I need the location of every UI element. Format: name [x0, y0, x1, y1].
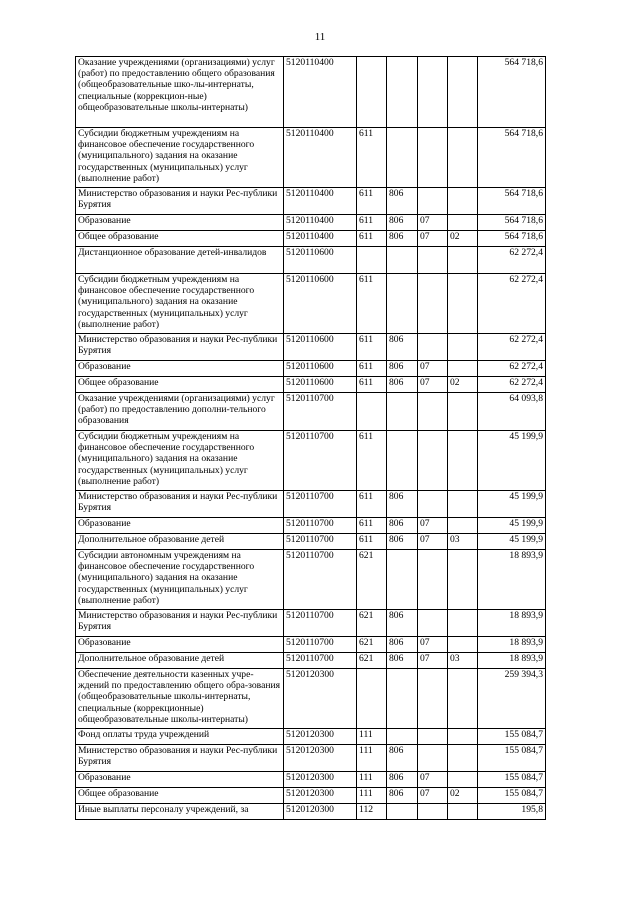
row-amount-cell: 155 084,7 [478, 772, 546, 788]
row-amount-cell: 18 893,9 [478, 610, 546, 637]
row-name-cell: Обеспечение деятельности казенных учре-ждений по предоставлению общего обра-зования (общеобразовательные школы-интернаты, специальные (коррекционные) общеобразовательные школы-интернаты) [76, 669, 284, 729]
row-amount-cell: 155 084,7 [478, 745, 546, 772]
row-section-cell: 07 [418, 637, 448, 653]
row-expense-type-cell: 611 [357, 431, 387, 491]
row-subsection-cell [448, 393, 478, 431]
row-code-cell: 5120110600 [284, 361, 357, 377]
table-row [76, 745, 546, 772]
table-row [76, 361, 546, 377]
row-code-cell: 5120110600 [284, 377, 357, 393]
row-code-cell: 5120110400 [284, 215, 357, 231]
row-name-cell: Образование [76, 637, 284, 653]
row-section-cell [418, 188, 448, 215]
table-row [76, 274, 546, 334]
table-row [76, 334, 546, 361]
row-code-cell: 5120110700 [284, 393, 357, 431]
row-code-cell: 5120110600 [284, 334, 357, 361]
row-subsection-cell [448, 745, 478, 772]
row-subsection-cell: 02 [448, 377, 478, 393]
row-department-cell [387, 274, 418, 334]
row-code-cell: 5120110700 [284, 491, 357, 518]
row-expense-type-cell: 611 [357, 361, 387, 377]
row-section-cell [418, 610, 448, 637]
row-amount-cell: 45 199,9 [478, 491, 546, 518]
row-subsection-cell [448, 57, 478, 128]
row-expense-type-cell: 621 [357, 637, 387, 653]
table-row [76, 669, 546, 729]
row-subsection-cell [448, 128, 478, 188]
row-subsection-cell [448, 491, 478, 518]
table-row [76, 393, 546, 431]
table-row [76, 57, 546, 128]
row-name-cell: Образование [76, 215, 284, 231]
row-department-cell: 806 [387, 534, 418, 550]
row-name-cell: Общее образование [76, 231, 284, 247]
table-row [76, 491, 546, 518]
row-department-cell [387, 550, 418, 610]
row-code-cell: 5120110400 [284, 188, 357, 215]
row-expense-type-cell: 611 [357, 518, 387, 534]
row-amount-cell: 62 272,4 [478, 334, 546, 361]
row-subsection-cell [448, 729, 478, 745]
row-amount-cell: 564 718,6 [478, 57, 546, 128]
row-code-cell: 5120110700 [284, 431, 357, 491]
row-expense-type-cell: 611 [357, 491, 387, 518]
row-expense-type-cell: 611 [357, 215, 387, 231]
row-code-cell: 5120110400 [284, 128, 357, 188]
row-section-cell: 07 [418, 534, 448, 550]
row-expense-type-cell: 621 [357, 610, 387, 637]
row-name-cell: Министерство образования и науки Рес-публики Бурятия [76, 334, 284, 361]
row-name-cell: Министерство образования и науки Рес-публики Бурятия [76, 610, 284, 637]
row-amount-cell: 62 272,4 [478, 247, 546, 274]
table-row [76, 729, 546, 745]
row-section-cell: 07 [418, 772, 448, 788]
row-amount-cell: 45 199,9 [478, 431, 546, 491]
row-department-cell [387, 729, 418, 745]
row-code-cell: 5120120300 [284, 745, 357, 772]
row-name-cell: Дистанционное образование детей-инвалидов [76, 247, 284, 274]
row-subsection-cell [448, 274, 478, 334]
row-name-cell: Общее образование [76, 788, 284, 804]
row-section-cell [418, 57, 448, 128]
table-row [76, 377, 546, 393]
row-expense-type-cell: 611 [357, 128, 387, 188]
table-row [76, 215, 546, 231]
row-subsection-cell [448, 518, 478, 534]
row-department-cell: 806 [387, 518, 418, 534]
table-row [76, 188, 546, 215]
row-section-cell [418, 729, 448, 745]
row-subsection-cell [448, 669, 478, 729]
row-section-cell: 07 [418, 653, 448, 669]
table-row [76, 518, 546, 534]
row-subsection-cell [448, 610, 478, 637]
row-code-cell: 5120120300 [284, 804, 357, 820]
table-row [76, 128, 546, 188]
row-section-cell [418, 804, 448, 820]
row-code-cell: 5120110700 [284, 518, 357, 534]
row-expense-type-cell: 621 [357, 550, 387, 610]
row-expense-type-cell [357, 393, 387, 431]
row-amount-cell: 259 394,3 [478, 669, 546, 729]
row-expense-type-cell: 111 [357, 772, 387, 788]
row-expense-type-cell: 111 [357, 788, 387, 804]
table-row [76, 431, 546, 491]
row-code-cell: 5120110400 [284, 57, 357, 128]
row-amount-cell: 45 199,9 [478, 518, 546, 534]
row-expense-type-cell: 611 [357, 231, 387, 247]
row-subsection-cell [448, 637, 478, 653]
row-department-cell: 806 [387, 788, 418, 804]
row-name-cell: Субсидии бюджетным учреждениям на финансовое обеспечение государственного (муниципального) задания на оказание государственных (муниципальных) услуг (выполнение работ) [76, 128, 284, 188]
table-row [76, 804, 546, 820]
row-amount-cell: 155 084,7 [478, 788, 546, 804]
row-code-cell: 5120120300 [284, 729, 357, 745]
row-department-cell: 806 [387, 215, 418, 231]
row-code-cell: 5120110700 [284, 534, 357, 550]
row-expense-type-cell: 111 [357, 745, 387, 772]
row-expense-type-cell [357, 247, 387, 274]
row-code-cell: 5120110400 [284, 231, 357, 247]
row-expense-type-cell: 112 [357, 804, 387, 820]
row-department-cell: 806 [387, 334, 418, 361]
table-row [76, 247, 546, 274]
row-department-cell [387, 393, 418, 431]
table-row [76, 772, 546, 788]
row-subsection-cell [448, 361, 478, 377]
row-expense-type-cell: 111 [357, 729, 387, 745]
row-expense-type-cell: 611 [357, 534, 387, 550]
row-name-cell: Министерство образования и науки Рес-публики Бурятия [76, 491, 284, 518]
row-expense-type-cell [357, 669, 387, 729]
row-subsection-cell [448, 804, 478, 820]
row-department-cell: 806 [387, 610, 418, 637]
table-row [76, 534, 546, 550]
row-name-cell: Оказание учреждениями (организациями) услуг (работ) по предоставлению общего образования (общеобразовательные шко-лы-интернаты, специальные (коррекцион-ные) общеобразовательные школы-интернаты) [76, 57, 284, 128]
table-row [76, 637, 546, 653]
row-name-cell: Общее образование [76, 377, 284, 393]
row-department-cell: 806 [387, 231, 418, 247]
row-section-cell: 07 [418, 788, 448, 804]
row-amount-cell: 64 093,8 [478, 393, 546, 431]
row-department-cell [387, 669, 418, 729]
row-name-cell: Фонд оплаты труда учреждений [76, 729, 284, 745]
row-name-cell: Образование [76, 518, 284, 534]
row-section-cell [418, 393, 448, 431]
row-department-cell: 806 [387, 745, 418, 772]
row-name-cell: Дополнительное образование детей [76, 653, 284, 669]
row-name-cell: Министерство образования и науки Рес-публики Бурятия [76, 188, 284, 215]
row-name-cell: Дополнительное образование детей [76, 534, 284, 550]
row-amount-cell: 62 272,4 [478, 361, 546, 377]
row-amount-cell: 18 893,9 [478, 637, 546, 653]
row-section-cell [418, 334, 448, 361]
table-row [76, 653, 546, 669]
row-section-cell: 07 [418, 231, 448, 247]
row-department-cell [387, 57, 418, 128]
row-department-cell [387, 804, 418, 820]
row-amount-cell: 564 718,6 [478, 215, 546, 231]
row-amount-cell: 155 084,7 [478, 729, 546, 745]
row-section-cell [418, 431, 448, 491]
row-section-cell [418, 274, 448, 334]
row-section-cell: 07 [418, 518, 448, 534]
row-department-cell: 806 [387, 637, 418, 653]
row-subsection-cell [448, 772, 478, 788]
row-section-cell [418, 745, 448, 772]
row-subsection-cell: 02 [448, 231, 478, 247]
row-subsection-cell: 03 [448, 653, 478, 669]
row-code-cell: 5120110600 [284, 247, 357, 274]
row-expense-type-cell: 621 [357, 653, 387, 669]
row-name-cell: Субсидии автономным учреждениям на финансовое обеспечение государственного (муниципального) задания на оказание государственных (муниципальных) услуг (выполнение работ) [76, 550, 284, 610]
row-code-cell: 5120120300 [284, 788, 357, 804]
row-amount-cell: 62 272,4 [478, 274, 546, 334]
table-row [76, 610, 546, 637]
row-expense-type-cell [357, 57, 387, 128]
row-name-cell: Образование [76, 772, 284, 788]
budget-table [75, 56, 546, 820]
row-department-cell [387, 247, 418, 274]
row-section-cell: 07 [418, 215, 448, 231]
row-code-cell: 5120110700 [284, 653, 357, 669]
row-subsection-cell: 03 [448, 534, 478, 550]
row-section-cell: 07 [418, 377, 448, 393]
row-amount-cell: 18 893,9 [478, 550, 546, 610]
budget-table-body [76, 57, 546, 820]
row-department-cell: 806 [387, 491, 418, 518]
row-section-cell [418, 491, 448, 518]
row-amount-cell: 564 718,6 [478, 188, 546, 215]
row-name-cell: Министерство образования и науки Рес-публики Бурятия [76, 745, 284, 772]
row-section-cell [418, 669, 448, 729]
row-subsection-cell: 02 [448, 788, 478, 804]
row-subsection-cell [448, 334, 478, 361]
row-department-cell [387, 431, 418, 491]
row-amount-cell: 195,8 [478, 804, 546, 820]
row-section-cell [418, 550, 448, 610]
row-code-cell: 5120110700 [284, 550, 357, 610]
row-department-cell [387, 128, 418, 188]
row-subsection-cell [448, 215, 478, 231]
table-row [76, 788, 546, 804]
row-amount-cell: 18 893,9 [478, 653, 546, 669]
table-row [76, 231, 546, 247]
row-name-cell: Субсидии бюджетным учреждениям на финансовое обеспечение государственного (муниципального) задания на оказание государственных (муниципальных) услуг (выполнение работ) [76, 274, 284, 334]
row-name-cell: Оказание учреждениями (организациями) услуг (работ) по предоставлению дополни-тельного образования [76, 393, 284, 431]
row-amount-cell: 62 272,4 [478, 377, 546, 393]
row-section-cell: 07 [418, 361, 448, 377]
page-number: 11 [314, 31, 326, 43]
row-expense-type-cell: 611 [357, 377, 387, 393]
row-department-cell: 806 [387, 361, 418, 377]
row-code-cell: 5120120300 [284, 772, 357, 788]
row-code-cell: 5120120300 [284, 669, 357, 729]
row-department-cell: 806 [387, 377, 418, 393]
row-code-cell: 5120110600 [284, 274, 357, 334]
row-code-cell: 5120110700 [284, 610, 357, 637]
row-amount-cell: 564 718,6 [478, 128, 546, 188]
row-subsection-cell [448, 431, 478, 491]
row-subsection-cell [448, 550, 478, 610]
row-section-cell [418, 247, 448, 274]
row-subsection-cell [448, 247, 478, 274]
row-department-cell: 806 [387, 653, 418, 669]
row-expense-type-cell: 611 [357, 334, 387, 361]
table-row [76, 550, 546, 610]
row-expense-type-cell: 611 [357, 274, 387, 334]
row-amount-cell: 45 199,9 [478, 534, 546, 550]
row-subsection-cell [448, 188, 478, 215]
row-section-cell [418, 128, 448, 188]
row-amount-cell: 564 718,6 [478, 231, 546, 247]
row-expense-type-cell: 611 [357, 188, 387, 215]
row-name-cell: Образование [76, 361, 284, 377]
row-name-cell: Иные выплаты персоналу учреждений, за [76, 804, 284, 820]
row-code-cell: 5120110700 [284, 637, 357, 653]
row-name-cell: Субсидии бюджетным учреждениям на финансовое обеспечение государственного (муниципального) задания на оказание государственных (муниципальных) услуг (выполнение работ) [76, 431, 284, 491]
row-department-cell: 806 [387, 772, 418, 788]
row-department-cell: 806 [387, 188, 418, 215]
